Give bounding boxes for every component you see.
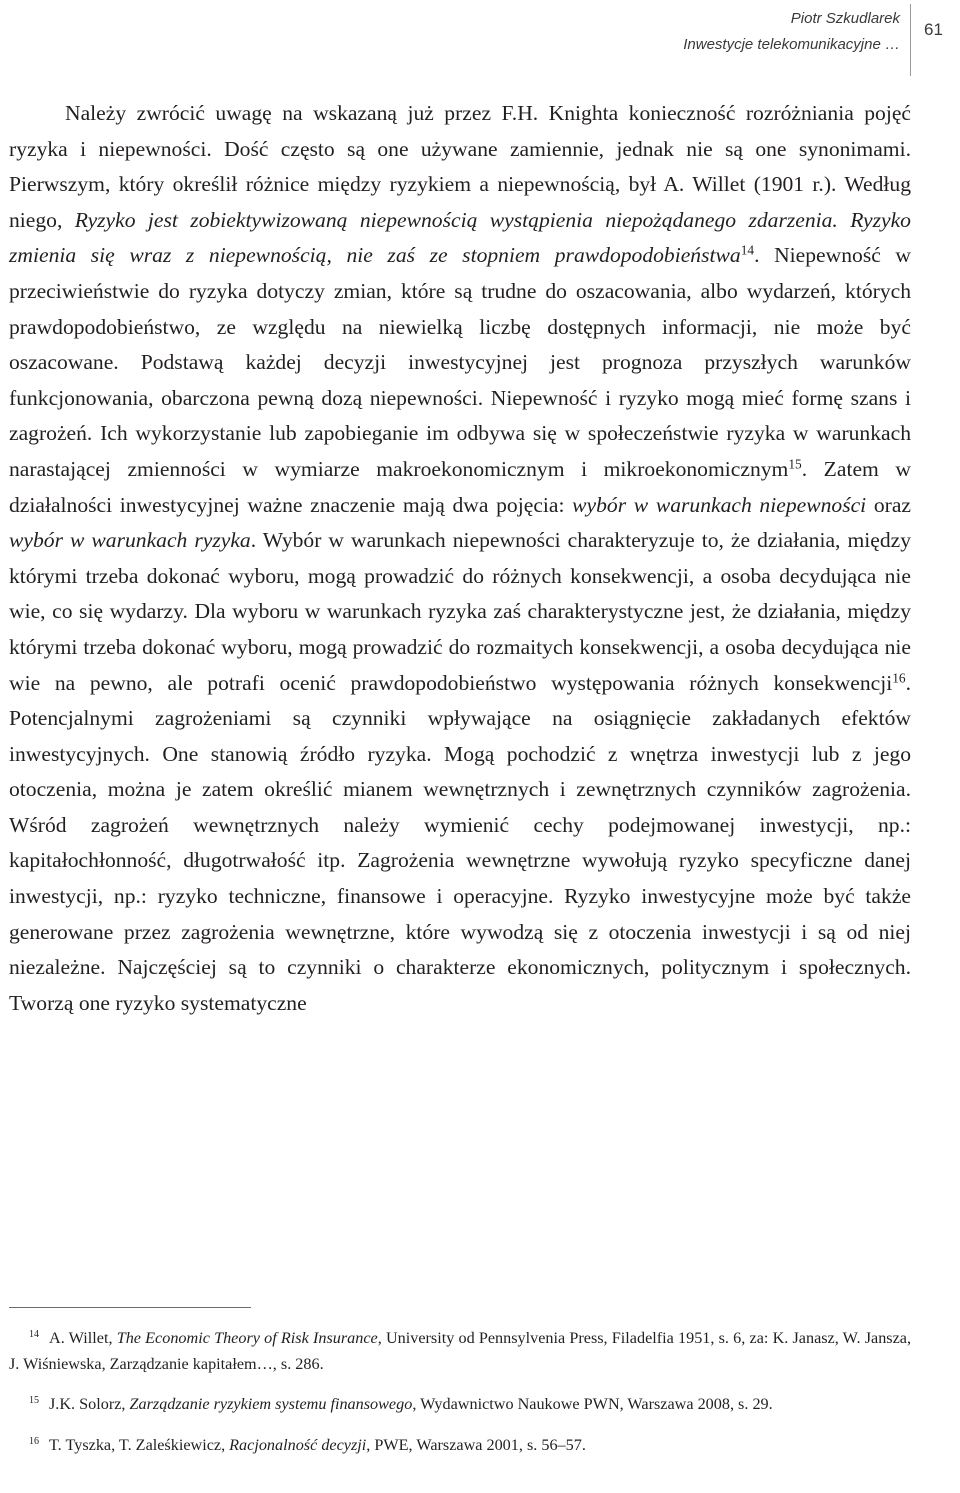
italic-term: wybór w warunkach niepewności bbox=[572, 492, 867, 517]
header-author: Piotr Szkudlarek bbox=[790, 10, 900, 27]
footnote-16: $^{16}$ T. Tyszka, T. Zaleśkiewicz, Racjonalność decyzji, PWE, Warszawa 2001, s. 56–57. bbox=[29, 1435, 586, 1454]
text-run: . Potencjalnymi zagrożeniami są czynniki wpływające na osiągnięcie zakładanych efektów inwestycyjnych. One stanowią źródło ryzyka. Mogą pochodzić z wnętrza inwestycji lub z jego otoczenia, można je zatem określić mianem wewnętrznych i zewnętrznych czynników zagrożenia. Wśród zagrożeń wewnętrznych należy wymienić cechy podejmowanej inwestycji, np.: kapitałochłonność, długotrwałość itp. Zagrożenia wewnętrzne wywołują ryzyko specyficzne danej inwestycji, np.: ryzyko techniczne, finansowe i operacyjne. Ryzyko inwestycyjne może być także generowane przez zagrożenia wewnętrzne, które wywodzą się z otoczenia inwestycji i są od niej niezależne. Najczęściej są to czynniki o charakterze ekonomicznych, politycznym i społecznych. Tworzą one ryzyko systematyczne bbox=[9, 670, 911, 1015]
paragraph bbox=[9, 96, 911, 1021]
header-divider bbox=[910, 4, 911, 76]
footnote-text: , Wydawnictwo Naukowe PWN, Warszawa 2008, s. 29. bbox=[412, 1395, 773, 1413]
footnote-text: , PWE, Warszawa 2001, s. 56–57. bbox=[366, 1435, 586, 1454]
footnote-ref-15: 15 bbox=[788, 456, 802, 472]
footnote-title: Zarządzanie ryzykiem systemu finansowego bbox=[129, 1395, 413, 1413]
text-run: Należy zwrócić uwagę na wskazaną już przez F.H. Knighta konieczność rozróżniania pojęć ryzyka i niepewności. Dość często są one używane zamiennie, jednak nie są one synonimami. Pierwszym, który określił różnice między ryzykiem a niepewnością, był A. Willet (1901 r.). Według niego, bbox=[9, 101, 911, 232]
footnote-text: , University od Pennsylvenia Press, Filadelfia 1951, s. 6, za: K. Janasz, W. Jansza, J. Wiśniewska, Zarządzanie kapitałem…, s. 286. bbox=[9, 1329, 912, 1373]
page-number: 61 bbox=[924, 20, 943, 39]
text-run: . Zatem w działalności inwestycyjnej ważne znaczenie mają dwa pojęcia: bbox=[9, 456, 911, 517]
footnote-title: Racjonalność decyzji bbox=[229, 1435, 367, 1454]
text-run: . Niepewność w przeciwieństwie do ryzyka dotyczy zmian, które są trudne do oszacowania, albo wydarzeń, których prawdopodobieństwo, ze względu na niewielką liczbę dostępnych informacji, nie może być oszacowane. Podstawą każdej decyzji inwestycyjnej jest prognoza przyszłych warunków funkcjonowania, obarczona pewną dozą niepewności. Niepewność i ryzyko mogą mieć formę szans i zagrożeń. Ich wykorzystanie lub zapobieganie im odbywa się w społeczeństwie ryzyka w warunkach narastającej zmienności w wymiarze makroekonomicznym i mikroekonomicznym bbox=[9, 243, 911, 481]
running-header bbox=[683, 6, 900, 58]
footnotes bbox=[9, 1326, 911, 1473]
body-text bbox=[9, 96, 911, 1021]
footnote-14: $^{14}$ A. Willet, The Economic Theory of Risk Insurance, University od Pennsylvenia Press, Filadelfia 1951, s. 6, za: K. Janasz, W. Jansza, J. Wiśniewska, Zarządzanie kapitałem…, s. 286. bbox=[9, 1329, 912, 1373]
footnote-15: $^{15}$ J.K. Solorz, Zarządzanie ryzykiem systemu finansowego, Wydawnictwo Naukowe PWN, Warszawa 2008, s. 29. bbox=[29, 1395, 773, 1413]
footnote-separator bbox=[9, 1307, 251, 1308]
footnote-ref-16: 16 bbox=[892, 670, 906, 686]
text-run: . Wybór w warunkach niepewności charakteryzuje to, że działania, między którymi trzeba dokonać wyboru, mogą prowadzić do różnych konsekwencji, a osoba decydująca nie wie, co się wydarzy. Dla wyboru w warunkach ryzyka zaś charakterystyczne jest, że działania, między którymi trzeba dokonać wyboru, mogą prowadzić do rozmaitych konsekwencji, a osoba decydująca nie wie na pewno, ale potrafi ocenić prawdopodobieństwo występowania różnych konsekwencji bbox=[9, 528, 911, 695]
footnote-ref-14: 14 bbox=[740, 243, 755, 259]
footnote-text: T. Tyszka, T. Zaleśkiewicz, bbox=[49, 1435, 230, 1454]
italic-term: wybór w warunkach ryzyka bbox=[9, 528, 251, 553]
italic-quote: Ryzyko jest zobiektywizowaną niepewnością wystąpienia niepożądanego zdarzenia. Ryzyko zmienia się wraz z niepewnością, nie zaś ze stopniem prawdopodobieństwa bbox=[9, 207, 911, 268]
text-run: oraz bbox=[866, 492, 911, 517]
footnote-text: J.K. Solorz, bbox=[49, 1395, 130, 1413]
header-title: Inwestycje telekomunikacyjne … bbox=[683, 36, 900, 53]
footnote-title: The Economic Theory of Risk Insurance bbox=[116, 1329, 378, 1347]
footnote-text: A. Willet, bbox=[49, 1329, 117, 1347]
